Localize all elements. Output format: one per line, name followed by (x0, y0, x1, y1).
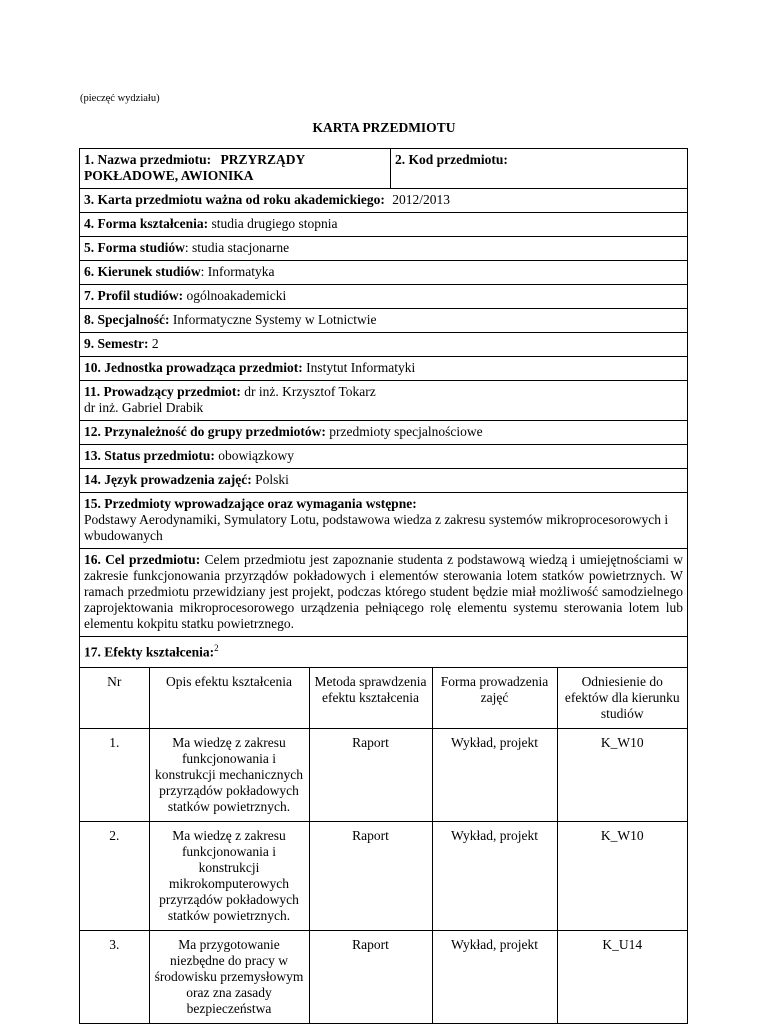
row-verification-method: Raport (309, 821, 432, 930)
study-form-value: : studia stacjonarne (184, 240, 290, 255)
course-goal-label: 16. Cel przedmiotu: (84, 552, 201, 567)
row-education-form (80, 212, 687, 236)
row-course-group (80, 420, 687, 444)
education-form-label: 4. Forma kształcenia: (84, 216, 209, 231)
row-course-status (80, 444, 687, 468)
header-description: Opis efektu kształcenia (149, 667, 309, 728)
specialty-label: 8. Specjalność: (84, 312, 170, 327)
course-code-field (391, 149, 687, 188)
row-field-of-study (80, 260, 687, 284)
course-card-form (79, 148, 688, 1024)
row-verification-method: Raport (309, 728, 432, 821)
valid-year-value: 2012/2013 (392, 192, 451, 207)
header-class-form: Forma prowadzenia zajęć (432, 667, 557, 728)
table-row (80, 728, 687, 821)
row-reference: K_U14 (557, 930, 687, 1023)
row-valid-year (80, 188, 687, 212)
row-specialty (80, 308, 687, 332)
row-class-form: Wykład, projekt (432, 930, 557, 1023)
prerequisites-value: Podstawy Aerodynamiki, Symulatory Lotu, podstawowa wiedza z zakresu systemów mikroprocesorowych i wbudowanych (84, 512, 669, 543)
field-of-study-value: : Informatyka (200, 264, 275, 279)
teaching-unit-value: Instytut Informatyki (306, 360, 416, 375)
study-profile-label: 7. Profil studiów: (84, 288, 184, 303)
lecturer-2: dr inż. Gabriel Drabik (84, 400, 204, 415)
row-reference: K_W10 (557, 728, 687, 821)
study-profile-value: ogólnoakademicki (186, 288, 287, 303)
row-nr: 1. (80, 728, 149, 821)
row-semester (80, 332, 687, 356)
teaching-unit-label: 10. Jednostka prowadząca przedmiot: (84, 360, 303, 375)
learning-outcomes-table (80, 667, 687, 1023)
row-description: Ma przygotowanie niezbędne do pracy w środowisku przemysłowym oraz zna zasady bezpieczeństwa (149, 930, 309, 1023)
row-prerequisites (80, 492, 687, 548)
header-verification-method: Metoda sprawdzenia efektu kształcenia (309, 667, 432, 728)
course-name-value-line1: PRZYRZĄDY (220, 152, 306, 167)
row-description: Ma wiedzę z zakresu funkcjonowania i konstrukcji mechanicznych przyrządów pokładowych statków powietrznych. (149, 728, 309, 821)
row-language (80, 468, 687, 492)
row-teaching-unit (80, 356, 687, 380)
header-nr: Nr (80, 667, 149, 728)
specialty-value: Informatyczne Systemy w Lotnictwie (172, 312, 377, 327)
prerequisites-label: 15. Przedmioty wprowadzające oraz wymagania wstępne: (84, 496, 417, 511)
table-row (80, 821, 687, 930)
row-verification-method: Raport (309, 930, 432, 1023)
faculty-stamp-placeholder: (pieczęć wydziału) (80, 93, 160, 104)
course-name-value-line2: POKŁADOWE, AWIONIKA (84, 168, 254, 183)
study-form-label: 5. Forma studiów (84, 240, 185, 255)
education-form-value: studia drugiego stopnia (211, 216, 338, 231)
row-class-form: Wykład, projekt (432, 821, 557, 930)
footnote-marker: 2 (214, 643, 219, 653)
table-header-row (80, 667, 687, 728)
course-name-field (80, 149, 391, 188)
row-reference: K_W10 (557, 821, 687, 930)
field-of-study-label: 6. Kierunek studiów (84, 264, 201, 279)
row-course-name-code (80, 149, 687, 188)
course-group-label: 12. Przynależność do grupy przedmiotów: (84, 424, 326, 439)
row-class-form: Wykład, projekt (432, 728, 557, 821)
learning-outcomes-label: 17. Efekty kształcenia: (84, 644, 215, 660)
language-label: 14. Język prowadzenia zajęć: (84, 472, 252, 487)
row-description: Ma wiedzę z zakresu funkcjonowania i konstrukcji mikrokomputerowych przyrządów pokładowych statków powietrznych. (149, 821, 309, 930)
semester-value: 2 (151, 336, 159, 351)
course-name-label: 1. Nazwa przedmiotu: (84, 152, 212, 167)
row-nr: 3. (80, 930, 149, 1023)
row-learning-outcomes-heading (80, 636, 687, 667)
header-reference: Odniesienie do efektów dla kierunku studiów (557, 667, 687, 728)
course-code-label: 2. Kod przedmiotu: (395, 152, 508, 167)
lecturers-label: 11. Prowadzący przedmiot: (84, 384, 241, 399)
row-course-goal (80, 548, 687, 636)
semester-label: 9. Semestr: (84, 336, 149, 351)
row-nr: 2. (80, 821, 149, 930)
course-goal-value: Celem przedmiotu jest zapoznanie studenta z podstawową wiedzą i umiejętnościami w zakresie funkcjonowania przyrządów pokładowych i elementów sterowania lotem statków powietrznych. W ramach przedmiotu przewidziany jest projekt, podczas którego student będzie miał możliwość samodzielnego zaprojektowania mikroprocesorowego urządzenia pełniącego rolę elementu systemu sterowania lotem lub elementu kokpitu statku powietrznego. (84, 552, 683, 631)
valid-year-label: 3. Karta przedmiotu ważna od roku akademickiego: (84, 192, 385, 207)
course-status-value: obowiązkowy (218, 448, 294, 463)
row-study-form (80, 236, 687, 260)
page-title: KARTA PRZEDMIOTU (312, 120, 456, 135)
course-status-label: 13. Status przedmiotu: (84, 448, 215, 463)
language-value: Polski (255, 472, 289, 487)
lecturer-1: dr inż. Krzysztof Tokarz (244, 384, 376, 399)
table-row (80, 930, 687, 1023)
row-study-profile (80, 284, 687, 308)
row-lecturers (80, 380, 687, 420)
course-group-value: przedmioty specjalnościowe (329, 424, 483, 439)
